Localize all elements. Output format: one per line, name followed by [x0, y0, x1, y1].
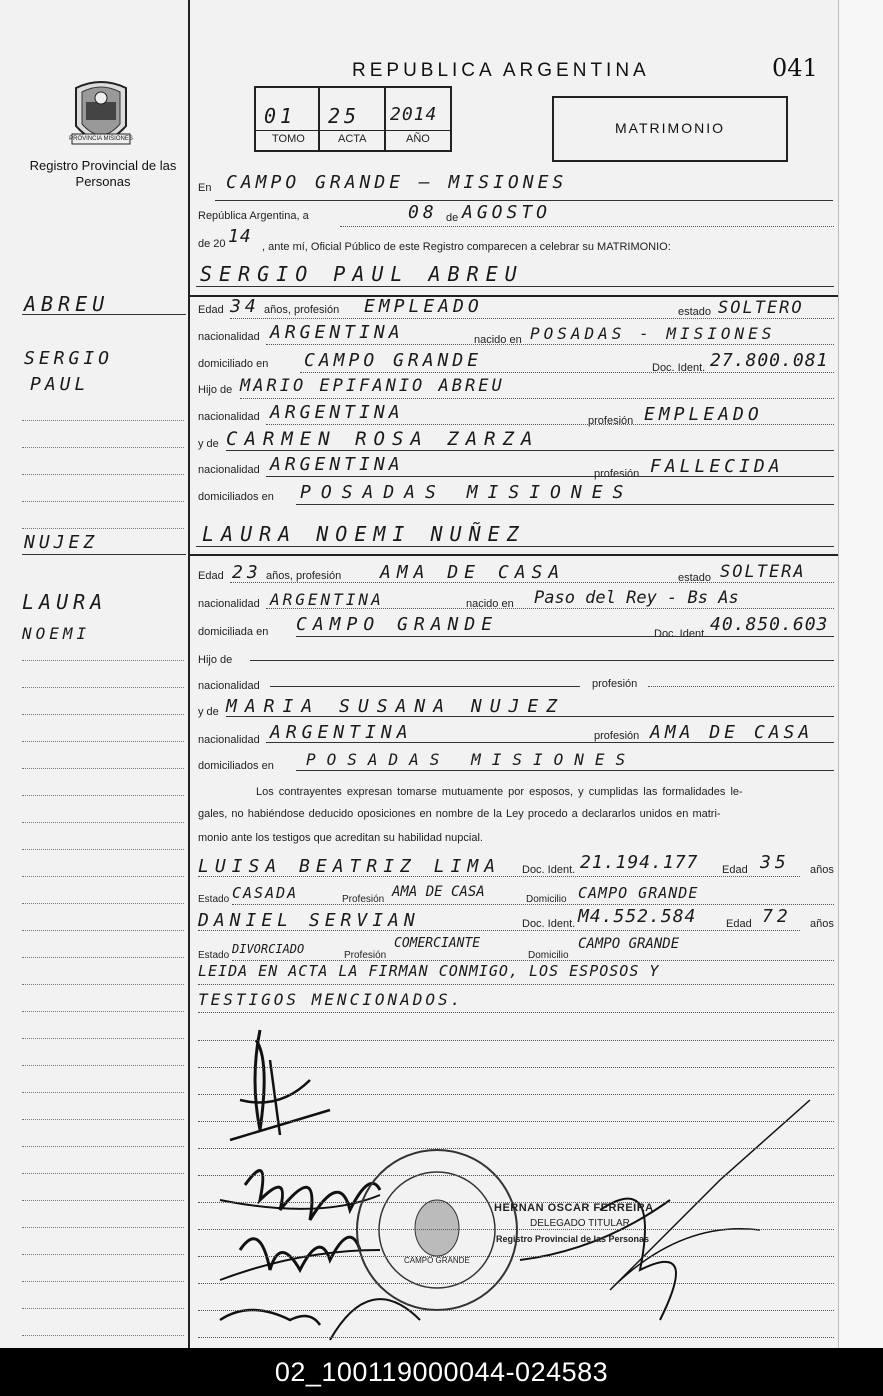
witness-2-estado-label: Estado	[198, 950, 230, 961]
margin-ruled-line	[22, 822, 184, 823]
groom-parents-dom-label: domiciliados en	[198, 491, 274, 503]
bride-row4-line	[250, 660, 834, 661]
official-org: Registro Provincial de las Personas	[496, 1234, 650, 1244]
ruled-line	[198, 1310, 834, 1311]
bride-domicile: CAMPO GRANDE	[296, 614, 499, 635]
margin-ruled-line	[22, 876, 184, 877]
groom-row8-line	[296, 504, 834, 505]
bride-civil-state: SOLTERA	[720, 562, 806, 582]
margin-ruled-line	[22, 795, 184, 796]
ruled-line	[198, 1175, 834, 1176]
bride-nationality: ARGENTINA	[270, 590, 384, 609]
groom-section-rule	[190, 295, 838, 297]
groom-mother-name: CARMEN ROSA ZARZA	[226, 428, 540, 450]
margin-ruled-line	[22, 984, 184, 985]
witness-1-row1-line	[198, 876, 800, 877]
bride-parents-domicile: POSADAS MISIONES	[306, 750, 637, 769]
page-edge	[838, 0, 883, 1348]
bride-doc-number: 40.850.603	[710, 614, 829, 635]
footer-barcode-text: 02_100119000044-024583	[0, 1348, 883, 1396]
bride-birthplace: Paso del Rey - Bs As	[534, 588, 739, 608]
witness-2-doc-number: M4.552.584	[578, 906, 697, 927]
bride-nacionalidad-label: nacionalidad	[198, 598, 260, 610]
margin-ruled-line	[22, 1254, 184, 1255]
groom-row4-line	[240, 398, 834, 399]
margin-ruled-line	[22, 501, 184, 502]
bride-father-label: Hijo de	[198, 654, 233, 666]
intro-place: CAMPO GRANDE — MISIONES	[226, 172, 568, 193]
margin-ruled-line	[22, 474, 184, 475]
bride-profession: AMA DE CASA	[380, 562, 566, 583]
margin-ruled-line	[22, 1011, 184, 1012]
margin-ruled-line	[22, 768, 184, 769]
country-title: REPUBLICA ARGENTINA	[352, 60, 650, 81]
bride-row8-line	[296, 770, 834, 771]
witness-1-edad-label: Edad	[722, 864, 748, 876]
registry-name	[20, 158, 186, 190]
margin-bride-surname: NUJEZ	[24, 532, 99, 553]
witness-2-age: 72	[762, 906, 792, 927]
witness-1-age: 35	[760, 852, 790, 873]
bride-nacido-label: nacido en	[466, 598, 514, 610]
groom-row2-line	[266, 344, 834, 345]
place-line	[215, 200, 833, 201]
column-divider	[188, 0, 190, 1348]
witness-2-doc-label: Doc. Ident.	[522, 918, 576, 930]
de20-label: de 20	[198, 238, 226, 250]
margin-ruled-line	[22, 849, 184, 850]
ruled-line	[198, 1067, 834, 1068]
witness-2-dom-label: Domicilio	[528, 950, 569, 961]
groom-mother-profession: FALLECIDA	[650, 456, 784, 477]
bride-row3-line	[296, 636, 834, 637]
ruled-line	[198, 1337, 834, 1338]
witness-1-civil-state: CASADA	[232, 884, 299, 902]
margin-bride-given-2: NOEMI	[22, 624, 91, 643]
registry-name-text: Registro Provincial de las Personas	[29, 158, 177, 189]
ruled-line	[198, 1094, 834, 1095]
declaration-line-3: monio ante los testigos que acreditan su habilidad nupcial.	[198, 832, 483, 844]
date-line	[340, 226, 834, 227]
tomo-value: 01	[264, 104, 297, 128]
ruled-line	[198, 1256, 834, 1257]
margin-ruled-line	[22, 930, 184, 931]
bride-mother-profession: AMA DE CASA	[650, 722, 814, 743]
bride-estado-label: estado	[678, 572, 712, 584]
acta-divider-1	[318, 86, 320, 150]
margin-ruled-line	[22, 714, 184, 715]
ano-label: AÑO	[406, 133, 430, 145]
document-type: MATRIMONIO	[615, 120, 725, 136]
acta-value: 25	[328, 104, 361, 128]
ruled-line	[198, 1121, 834, 1122]
witness-2-row1-line	[198, 930, 800, 931]
intro-month: AGOSTO	[462, 202, 552, 223]
groom-nationality: ARGENTINA	[270, 322, 404, 343]
acta-label: ACTA	[338, 133, 367, 145]
margin-ruled-line	[22, 1092, 184, 1093]
witness-2-row2-line	[232, 960, 834, 961]
witness-2-edad-label: Edad	[726, 918, 752, 930]
margin-ruled-line	[22, 1173, 184, 1174]
en-label: En	[198, 182, 212, 194]
bride-domiciliada-label: domiciliada en	[198, 626, 269, 638]
margin-groom-surname-line	[22, 314, 186, 315]
seal-banner-text: PROVINCIA MISIONES	[69, 136, 133, 142]
bride-row1-line	[230, 582, 834, 583]
groom-doc-number: 27.800.081	[710, 350, 829, 371]
groom-estado-label: estado	[678, 306, 712, 318]
bride-mother-nat-label: nacionalidad	[198, 734, 260, 746]
province-seal-icon	[66, 76, 136, 154]
acta-divider-2	[384, 86, 386, 150]
intro-day: 08	[408, 202, 438, 223]
ruled-line	[198, 1283, 834, 1284]
bride-mother-name: MARIA SUSANA NUJEZ	[226, 696, 566, 717]
bride-section-rule	[190, 554, 838, 556]
witness-1-doc-number: 21.194.177	[580, 852, 699, 873]
margin-groom-given-2: PAUL	[30, 374, 90, 395]
groom-row1-line	[230, 318, 834, 319]
margin-ruled-line	[22, 1200, 184, 1201]
groom-edad-label: Edad	[198, 304, 224, 316]
bride-profesion-label: años, profesión	[266, 570, 342, 582]
groom-mother-nat-label: nacionalidad	[198, 464, 260, 476]
margin-ruled-line	[22, 1065, 184, 1066]
groom-birthplace: POSADAS - MISIONES	[530, 324, 776, 343]
witness-1-anos-label: años	[810, 864, 834, 876]
bride-name-line	[196, 546, 834, 547]
republica-label: República Argentina, a	[198, 210, 309, 222]
witness-2-profession: COMERCIANTE	[394, 936, 481, 951]
bride-row2-line	[266, 608, 834, 609]
bride-mother-nationality: ARGENTINA	[270, 722, 413, 743]
bride-doc-label: Doc. Ident.	[654, 628, 708, 640]
closing-row1-line	[198, 984, 834, 985]
groom-father-nationality: ARGENTINA	[270, 402, 404, 423]
witness-1-name: LUISA BEATRIZ LIMA	[198, 856, 502, 877]
groom-father-name: MARIO EPIFANIO ABREU	[240, 376, 505, 396]
intro-text: , ante mí, Oficial Público de este Registro comparecen a celebrar su MATRIMONIO:	[262, 241, 671, 253]
groom-father-prof-label: profesión	[588, 415, 634, 427]
groom-mother-label: y de	[198, 438, 219, 450]
margin-ruled-line	[22, 957, 184, 958]
witness-1-domicile: CAMPO GRANDE	[578, 884, 699, 902]
groom-row5-line	[266, 424, 834, 425]
groom-father-profession: EMPLEADO	[644, 404, 763, 425]
margin-groom-surname: ABREU	[24, 292, 110, 316]
bride-row7-line	[266, 742, 834, 743]
closing-line-2: TESTIGOS MENCIONADOS.	[198, 990, 464, 1009]
witness-2-anos-label: años	[810, 918, 834, 930]
groom-name-line	[196, 286, 834, 287]
groom-age: 34	[230, 296, 260, 317]
bride-row5b-line	[648, 686, 834, 687]
page-number: 041	[772, 54, 818, 82]
bride-father-prof-label: profesión	[592, 678, 638, 690]
ruled-line	[198, 1148, 834, 1149]
margin-groom-given-1: SERGIO	[24, 348, 114, 369]
margin-ruled-line	[22, 1146, 184, 1147]
declaration-line-2: gales, no habiéndose deducido oposiciones en nombre de la Ley procedo a declararlos unidos en matri-	[198, 808, 721, 820]
groom-domicile: CAMPO GRANDE	[304, 350, 483, 371]
groom-row6-line	[226, 450, 834, 451]
witness-2-domicile: CAMPO GRANDE	[578, 936, 680, 952]
groom-row7-line	[266, 476, 834, 477]
official-stamp-icon	[352, 1140, 522, 1320]
groom-nacido-label: nacido en	[474, 334, 522, 346]
margin-ruled-line	[22, 1227, 184, 1228]
ruled-line	[198, 1202, 834, 1203]
closing-line-1: LEIDA EN ACTA LA FIRMAN CONMIGO, LOS ESPOSOS Y	[198, 962, 660, 980]
ruled-line	[198, 1040, 834, 1041]
ruled-line	[198, 1229, 834, 1230]
bride-mother-label: y de	[198, 706, 219, 718]
bride-age: 23	[232, 562, 262, 583]
margin-ruled-line	[22, 1335, 184, 1336]
groom-civil-state: SOLTERO	[718, 298, 804, 318]
witness-2-civil-state: DIVORCIADO	[232, 942, 305, 956]
bride-full-name: LAURA NOEMI NUÑEZ	[202, 522, 526, 546]
acta-label-line	[256, 130, 450, 131]
official-name: HERNAN OSCAR FERREIRA	[494, 1202, 654, 1214]
bride-mother-prof-label: profesión	[594, 730, 640, 742]
groom-mother-nationality: ARGENTINA	[270, 454, 404, 475]
margin-ruled-line	[22, 1308, 184, 1309]
intro-year: 14	[228, 226, 252, 247]
witness-1-prof-label: Profesión	[342, 894, 385, 905]
bride-parents-dom-label: domiciliados en	[198, 760, 274, 772]
stamp-center-text: CAMPO GRANDE	[404, 1256, 470, 1265]
groom-mother-prof-label: profesión	[594, 468, 640, 480]
bride-edad-label: Edad	[198, 570, 224, 582]
groom-profession: EMPLEADO	[364, 296, 483, 317]
groom-nacionalidad-label: nacionalidad	[198, 331, 260, 343]
witness-2-prof-label: Profesión	[344, 950, 387, 961]
closing-row2-line	[198, 1012, 834, 1013]
groom-full-name: SERGIO PAUL ABREU	[200, 262, 524, 286]
groom-parents-domicile: POSADAS MISIONES	[300, 482, 634, 503]
margin-ruled-line	[22, 1119, 184, 1120]
groom-father-nat-label: nacionalidad	[198, 411, 260, 423]
ano-value: 2014	[390, 104, 438, 125]
witness-2-name: DANIEL SERVIAN	[198, 910, 420, 931]
margin-ruled-line	[22, 660, 184, 661]
margin-bride-given-1: LAURA	[22, 590, 108, 614]
de-label: de	[446, 212, 459, 224]
margin-ruled-line	[22, 903, 184, 904]
declaration-line-1: Los contrayentes expresan tomarse mutuamente por esposos, y cumplidas las formalidades le-	[256, 786, 743, 798]
witness-1-profession: AMA DE CASA	[392, 884, 485, 900]
groom-father-label: Hijo de	[198, 384, 233, 396]
margin-ruled-line	[22, 447, 184, 448]
margin-ruled-line	[22, 1281, 184, 1282]
margin-bride-surname-line	[22, 554, 186, 555]
witness-1-doc-label: Doc. Ident.	[522, 864, 576, 876]
witness-1-estado-label: Estado	[198, 894, 230, 905]
tomo-label: TOMO	[272, 133, 305, 145]
witness-1-dom-label: Domicilio	[526, 894, 567, 905]
groom-profesion-label: años, profesión	[264, 304, 340, 316]
bride-row5a-line	[270, 686, 580, 687]
bride-row6-line	[226, 716, 834, 717]
bride-father-nat-label: nacionalidad	[198, 680, 260, 692]
groom-domiciliado-label: domiciliado en	[198, 358, 269, 370]
groom-doc-label: Doc. Ident.	[652, 362, 706, 374]
official-title: DELEGADO TITULAR	[530, 1218, 630, 1229]
groom-row3-line	[300, 372, 834, 373]
margin-ruled-line	[22, 741, 184, 742]
margin-ruled-line	[22, 528, 184, 529]
witness-1-row2-line	[232, 904, 834, 905]
margin-ruled-line	[22, 1038, 184, 1039]
margin-ruled-line	[22, 420, 184, 421]
margin-ruled-line	[22, 687, 184, 688]
